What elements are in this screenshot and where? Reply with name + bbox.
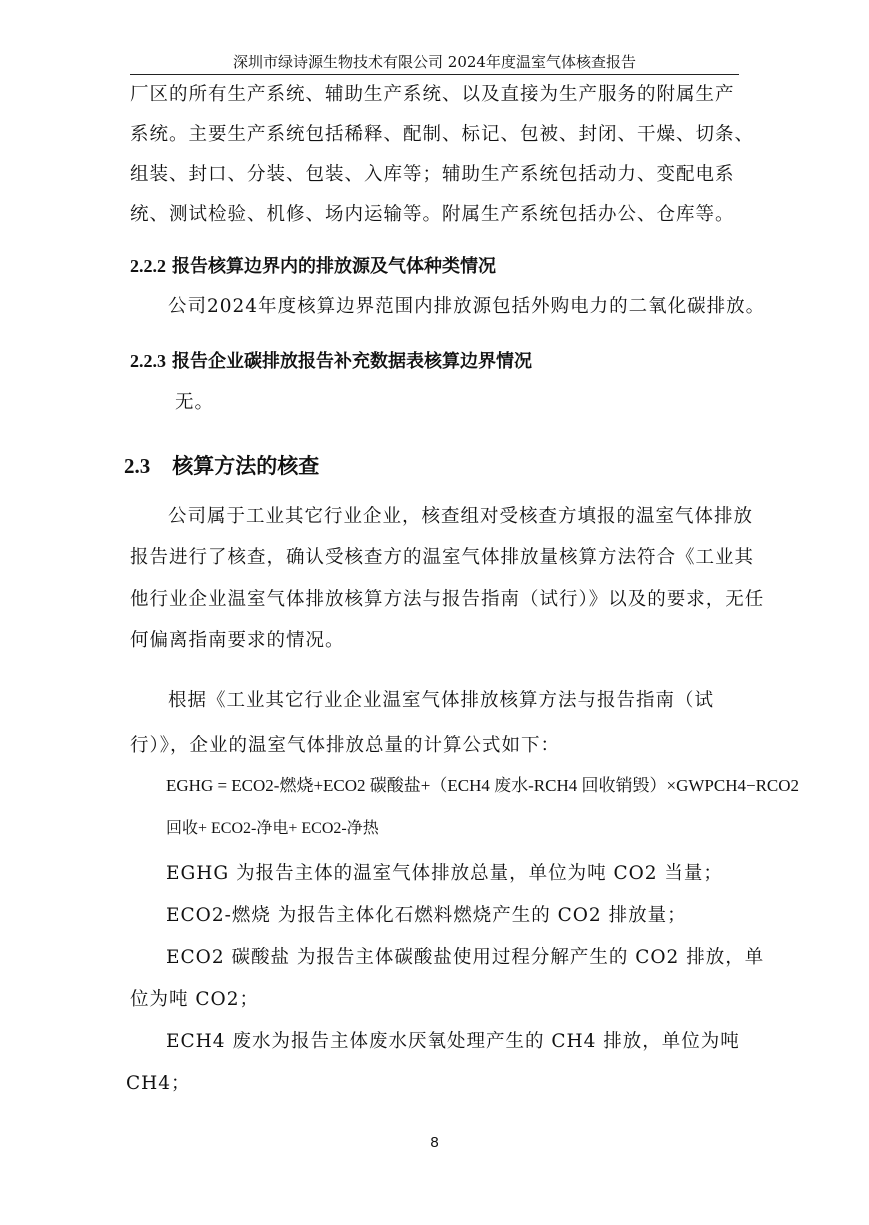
definition-line: EGHG 为报告主体的温室气体排放总量，单位为吨 CO2 当量； (166, 863, 723, 884)
body-line: 厂区的所有生产系统、辅助生产系统、以及直接为生产服务的附属生产 (130, 84, 735, 105)
body-line: 行）》，企业的温室气体排放总量的计算公式如下： (130, 735, 561, 756)
section-number: 2.2.2 (130, 256, 166, 276)
body-line: 他行业企业温室气体排放核算方法与报告指南（试行）》以及的要求，无任 (130, 589, 765, 610)
body-line: 报告进行了核查，确认受核查方的温室气体排放量核算方法符合《工业其 (130, 547, 755, 568)
formula-line: EGHG = ECO2-燃烧+ECO2 碳酸盐+（ECH4 废水-RCH4 回收销毁）×GWPCH4−RCO2 (166, 776, 800, 795)
section-number: 2.2.3 (130, 351, 166, 371)
body-line: 根据《工业其它行业企业温室气体排放核算方法与报告指南（试 (168, 690, 715, 711)
body-line: 组装、封口、分装、包装、入库等；辅助生产系统包括动力、变配电系 (130, 164, 735, 185)
definition-line: ECO2-燃烧 为报告主体化石燃料燃烧产生的 CO2 排放量； (166, 905, 687, 926)
definition-line: CH4； (126, 1073, 191, 1094)
body-line: 统、测试检验、机修、场内运输等。附属生产系统包括办公、仓库等。 (130, 204, 735, 225)
body-line: 系统。主要生产系统包括稀释、配制、标记、包被、封闭、干燥、切条、 (130, 124, 755, 145)
body-line: 何偏离指南要求的情况。 (130, 630, 345, 651)
body-line: 公司属于工业其它行业企业，核查组对受核查方填报的温室气体排放 (168, 506, 754, 527)
section-heading-2-3 (124, 450, 319, 480)
section-title: 报告企业碳排放报告补充数据表核算边界情况 (172, 351, 532, 372)
body-line: 公司2024年度核算边界范围内排放源包括外购电力的二氧化碳排放。 (168, 296, 766, 317)
definition-line: ECH4 废水为报告主体废水厌氧处理产生的 CH4 排放，单位为吨 (166, 1031, 740, 1052)
definition-line: 位为吨 CO2； (130, 989, 259, 1010)
definition-line: ECO2 碳酸盐 为报告主体碳酸盐使用过程分解产生的 CO2 排放，单 (166, 947, 765, 968)
section-heading-2-2-3 (130, 347, 532, 373)
section-heading-2-2-2 (130, 252, 496, 278)
page-header: 深圳市绿诗源生物技术有限公司 2024年度温室气体核查报告 (130, 52, 739, 75)
section-number: 2.3 (124, 454, 151, 478)
page-number: 8 (430, 1134, 439, 1151)
formula-line: 回收+ ECO2-净电+ ECO2-净热 (166, 820, 379, 837)
section-title: 核算方法的核查 (172, 454, 320, 478)
section-title: 报告核算边界内的排放源及气体种类情况 (172, 256, 496, 277)
body-line: 无。 (175, 392, 215, 413)
